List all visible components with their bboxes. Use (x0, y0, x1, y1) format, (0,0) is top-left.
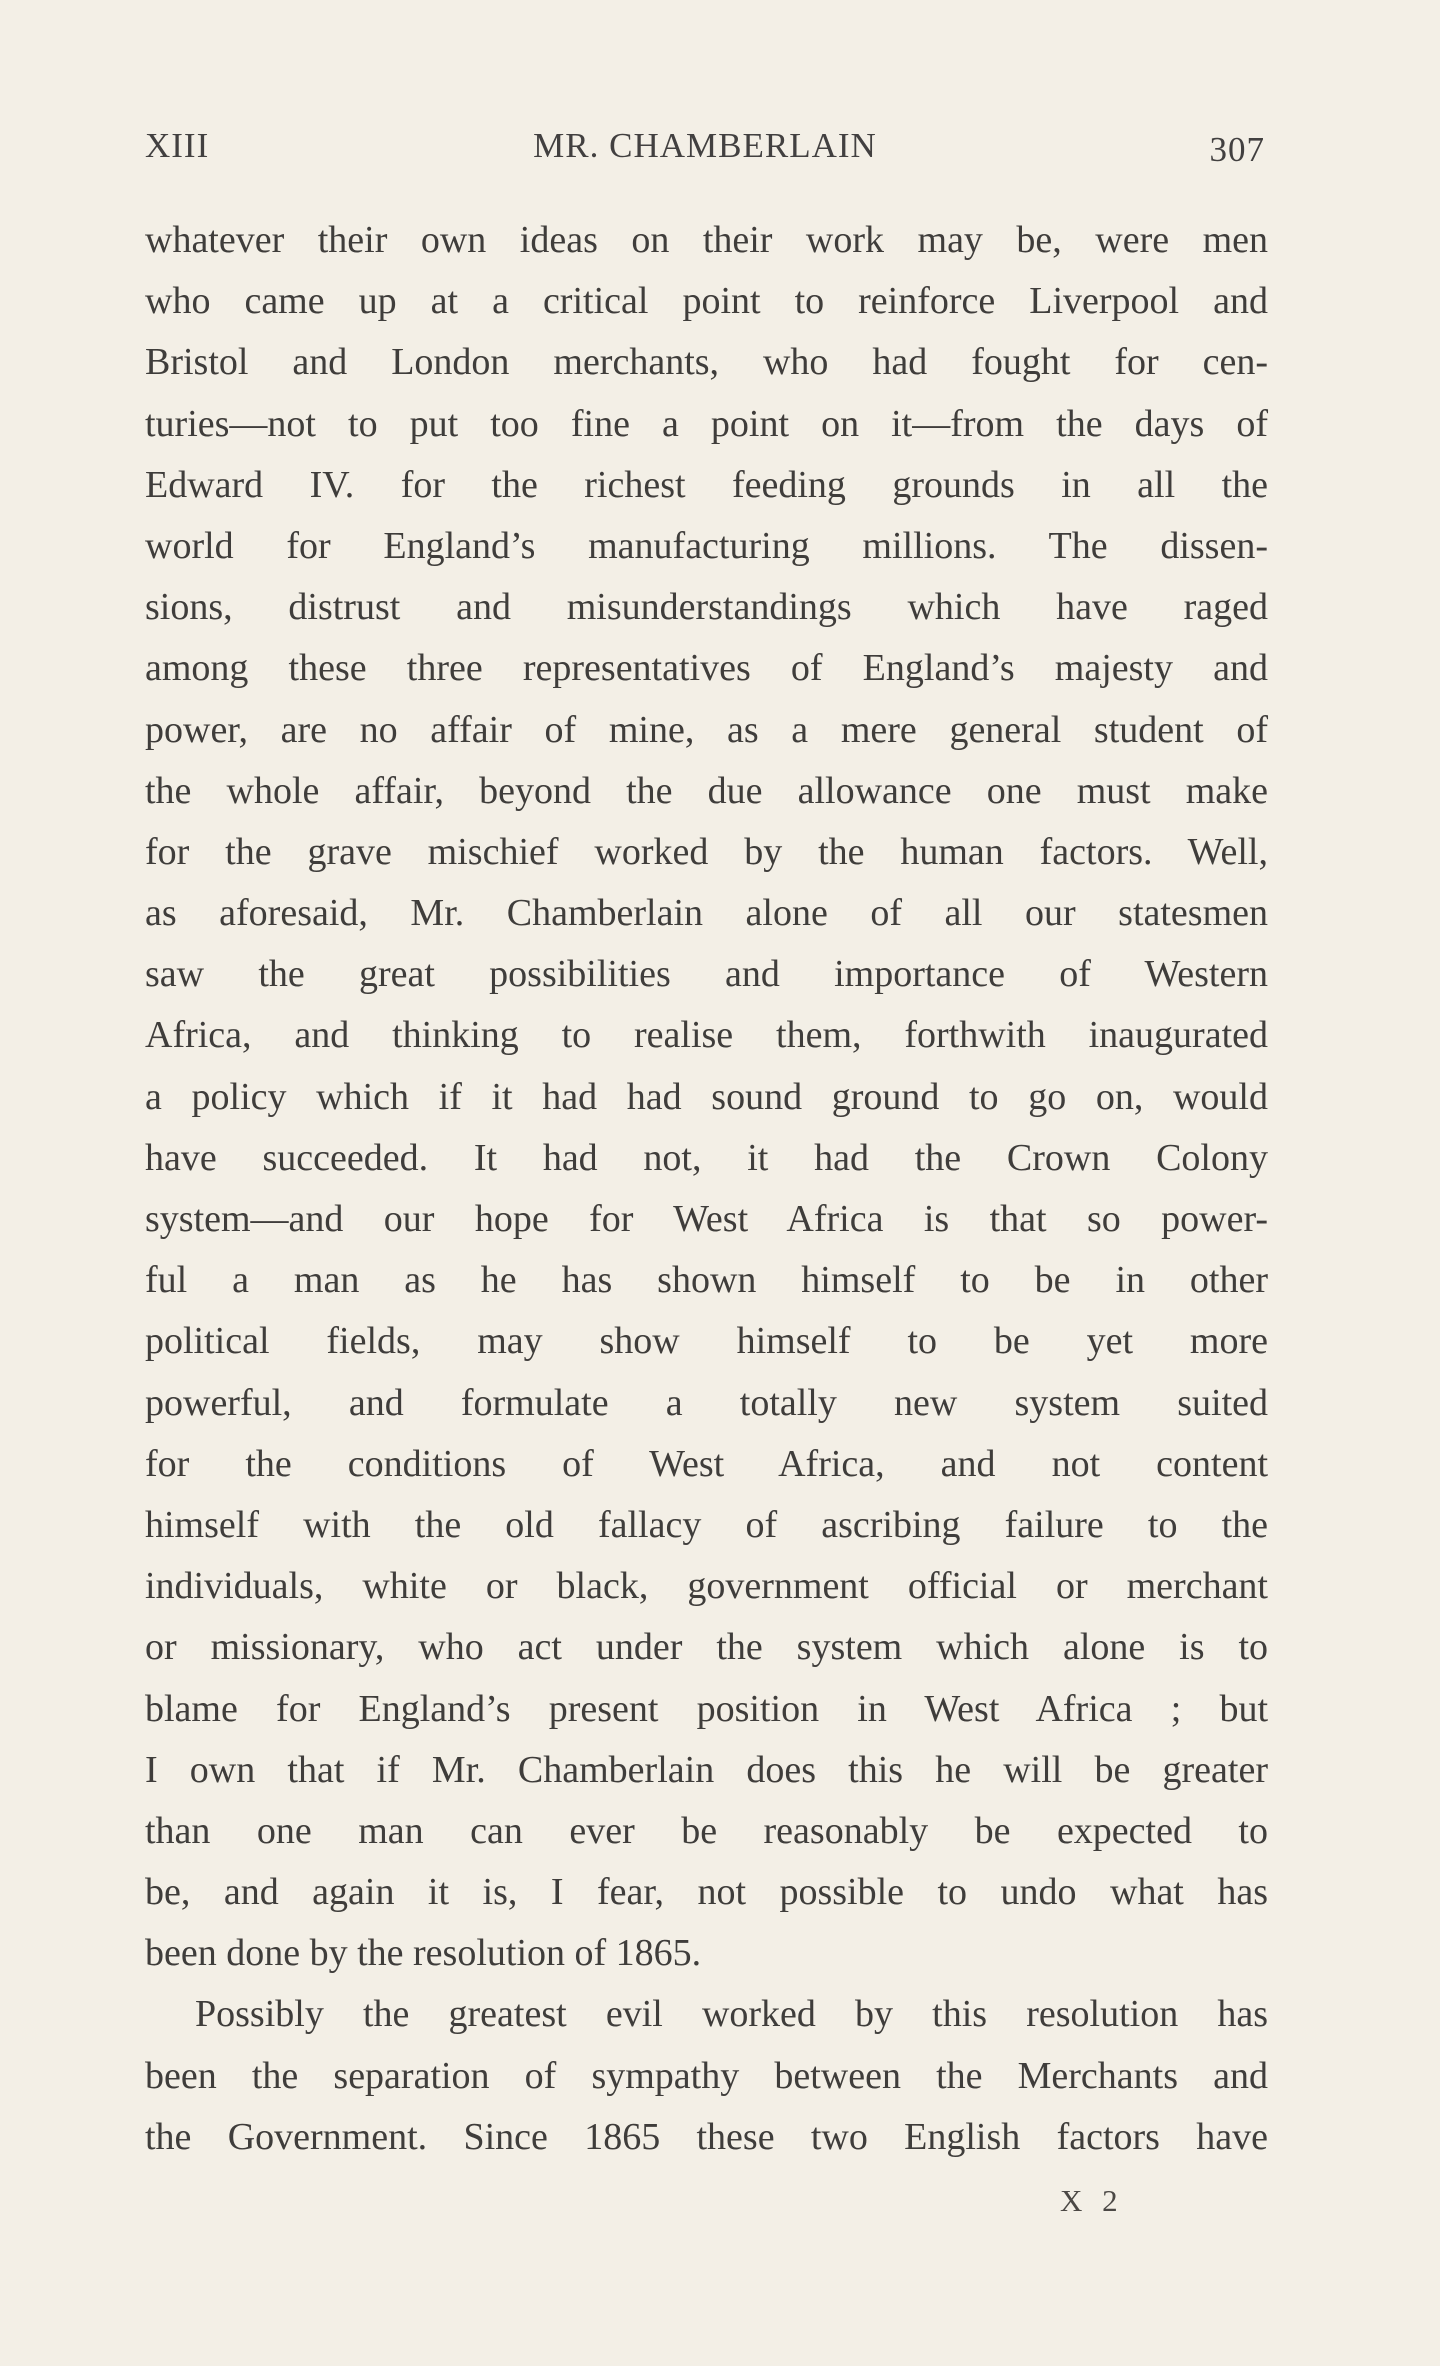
running-header (145, 126, 1265, 186)
text-line: the Government. Since 1865 these two English factors have (145, 2115, 1268, 2158)
text-line: as aforesaid, Mr. Chamberlain alone of all our statesmen (145, 892, 1268, 935)
text-line: the whole affair, beyond the due allowance one must make (145, 769, 1268, 812)
text-line: powerful, and formulate a totally new system suited (145, 1381, 1268, 1424)
text-line: himself with the old fallacy of ascribing failure to the (145, 1503, 1268, 1546)
text-line: been the separation of sympathy between the Merchants and (145, 2054, 1268, 2097)
text-line: be, and again it is, I fear, not possible to undo what has (145, 1871, 1268, 1914)
text-line: among these three representatives of England’s majesty and (145, 647, 1268, 690)
text-line: who came up at a critical point to reinforce Liverpool and (145, 280, 1268, 323)
text-line: Africa, and thinking to realise them, forthwith inaugurated (145, 1014, 1268, 1057)
text-line: world for England’s manufacturing millions. The dissen- (145, 524, 1268, 567)
paragraph-end-line: been done by the resolution of 1865. (145, 1932, 702, 1975)
text-line: for the conditions of West Africa, and not content (145, 1442, 1268, 1485)
signature-mark: X 2 (1060, 2183, 1124, 2218)
text-line: Bristol and London merchants, who had fought for cen- (145, 341, 1268, 384)
text-line: than one man can ever be reasonably be expected to (145, 1809, 1268, 1852)
text-line: ful a man as he has shown himself to be in other (145, 1259, 1268, 1302)
text-line: saw the great possibilities and importance of Western (145, 953, 1268, 996)
text-line: Edward IV. for the richest feeding grounds in all the (145, 463, 1268, 506)
text-line: a policy which if it had had sound ground to go on, would (145, 1075, 1268, 1118)
text-line: power, are no affair of mine, as a mere general student of (145, 708, 1268, 751)
chapter-number: XIII (145, 126, 210, 165)
text-line: I own that if Mr. Chamberlain does this he will be greater (145, 1748, 1268, 1791)
paragraph-start-line: Possibly the greatest evil worked by this resolution has (195, 1993, 1268, 2036)
text-line: political fields, may show himself to be yet more (145, 1320, 1268, 1363)
text-line: system—and our hope for West Africa is that so power- (145, 1198, 1268, 1240)
text-line: sions, distrust and misunderstandings which have raged (145, 586, 1268, 629)
text-line: individuals, white or black, government official or merchant (145, 1565, 1268, 1608)
text-line: turies—not to put too fine a point on it—from the days of (145, 402, 1268, 445)
page-number: 307 (1209, 130, 1265, 169)
body-text (145, 210, 1268, 2168)
text-line: whatever their own ideas on their work may be, were men (145, 219, 1268, 261)
text-line: or missionary, who act under the system which alone is to (145, 1626, 1268, 1669)
text-line: blame for England’s present position in West Africa ; but (145, 1687, 1268, 1730)
text-line: have succeeded. It had not, it had the Crown Colony (145, 1136, 1268, 1179)
running-title: MR. CHAMBERLAIN (533, 126, 877, 165)
text-line: for the grave mischief worked by the human factors. Well, (145, 830, 1268, 873)
